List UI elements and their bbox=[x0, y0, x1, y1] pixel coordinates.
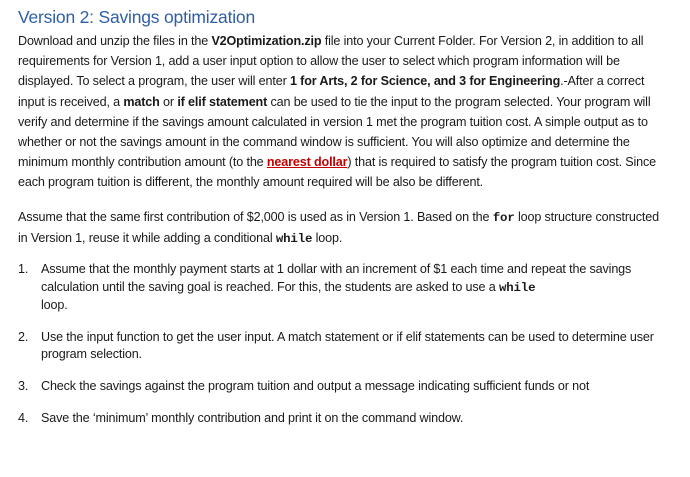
list-item-number: 1. bbox=[18, 262, 29, 277]
intro-text-3: .-After a correct input is received, a bbox=[18, 74, 645, 109]
assume-text-2: loop structure constructed in Version 1, reuse it while adding a conditional bbox=[18, 209, 659, 245]
list-item-number: 3. bbox=[18, 378, 29, 393]
program-options: 1 for Arts, 2 for Science, and 3 for Engineering bbox=[289, 74, 561, 89]
list-item bbox=[18, 261, 670, 315]
assume-paragraph bbox=[18, 207, 670, 249]
list-item bbox=[18, 378, 670, 396]
for-keyword: for bbox=[492, 210, 515, 225]
list-item bbox=[18, 410, 670, 428]
intro-paragraph bbox=[18, 31, 670, 193]
list-item-text: Check the savings against the program tuition and output a message indicating sufficient funds or not bbox=[41, 378, 590, 393]
nearest-dollar-link[interactable]: nearest dollar bbox=[266, 155, 348, 170]
list-item-text-end: loop. bbox=[41, 298, 68, 313]
zip-file-name: V2Optimization.zip bbox=[211, 34, 322, 48]
list-item-text: Assume that the monthly payment starts at 1 dollar with an increment of $1 each time and repeat the savings calculation until the saving goal is reached. For this, the students are asked to use a bbox=[41, 262, 632, 294]
assume-text-1: Assume that the same first contribution of $2,000 is used as in Version 1. Based on the bbox=[18, 209, 493, 224]
list-item-number: 4. bbox=[18, 411, 29, 426]
list-item-number: 2. bbox=[18, 329, 29, 344]
match-keyword: match bbox=[123, 94, 160, 109]
section-heading: Version 2: Savings optimization bbox=[18, 7, 255, 27]
intro-text-4: or bbox=[159, 94, 178, 109]
intro-text-5: can be used to tie the input to the program selected. Your program will verify and determine if the savings amount calculated in version 1 met the program tuition cost. A simple output as to whether or not the savings amount in the command window is sufficient. You will also optimize and determine the minimum monthly contribution amount (to the bbox=[18, 94, 651, 170]
list-item bbox=[18, 329, 670, 364]
list-item-text: Use the input function to get the user input. A match statement or if elif statements can be used to determine user program selection. bbox=[41, 329, 654, 362]
intro-text-1: Download and unzip the files in the bbox=[18, 34, 212, 48]
list-item-text: Save the ‘minimum’ monthly contribution and print it on the command window. bbox=[41, 411, 464, 426]
while-keyword: while bbox=[498, 280, 536, 295]
if-elif-keyword: if elif statement bbox=[177, 94, 268, 109]
intro-text-6: ) that is required to satisfy the program tuition cost. Since each program tuition is different, the monthly amount required will be also be different. bbox=[18, 155, 657, 190]
while-keyword: while bbox=[275, 231, 313, 246]
intro-text-2: file into your Current Folder. For Version 2, in addition to all requirements for Version 1, add a user input option to allow the user to select which program information will be displayed. To select a program, the user will enter bbox=[18, 34, 644, 89]
assume-text-3: loop. bbox=[312, 230, 343, 245]
steps-list bbox=[18, 261, 670, 428]
